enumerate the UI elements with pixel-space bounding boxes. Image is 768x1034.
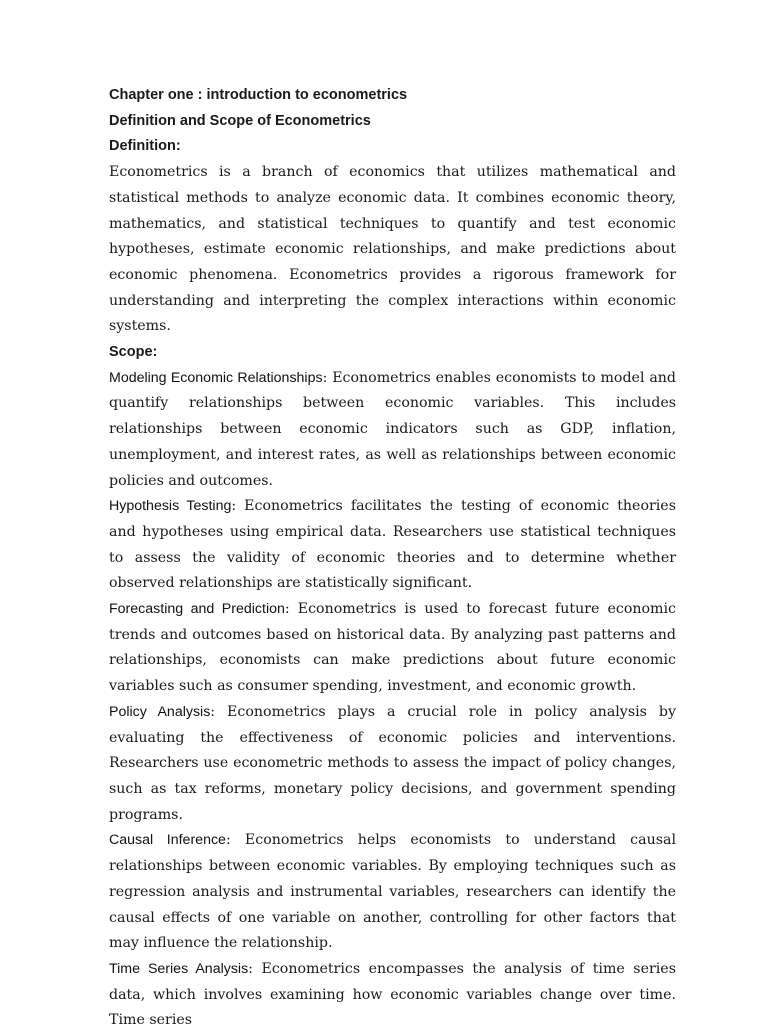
scope-term: Time Series Analysis	[109, 960, 249, 977]
definition-paragraph: Econometrics is a branch of economics that utilizes mathematical and statistical methods to analyze economic data. It combines economic theory, mathematics, and statistical techniques to quantify and test economic hypotheses, estimate economic relationships, and make predictions about economic phenomena. Econometrics provides a rigorous framework for understanding and interpreting the complex interactions within economic systems.	[109, 164, 676, 335]
scope-item-policy	[109, 700, 676, 829]
scope-term: Policy Analysis	[109, 703, 211, 720]
scope-term: Forecasting and Prediction	[109, 601, 285, 618]
scope-text: : Econometrics encompasses the analysis of time series data, which involves examining how economic variables change over time. Time series	[109, 960, 676, 1029]
scope-term: Hypothesis Testing	[109, 498, 232, 515]
scope-text: : Econometrics enables economists to model and quantify relationships between economic variables. This includes relationships between economic indicators such as GDP, inflation, unemployment, and interest rates, as well as relationships between economic policies and outcomes.	[109, 369, 676, 489]
scope-item-causal	[109, 828, 676, 957]
scope-item-hypothesis	[109, 494, 676, 597]
scope-text: : Econometrics is used to forecast future economic trends and outcomes based on historical data. By analyzing past patterns and relationships, economists can make predictions about future economic variables such as consumer spending, investment, and economic growth.	[109, 601, 676, 695]
scope-term: Modeling Economic Relationships	[109, 369, 323, 386]
chapter-title: Chapter one : introduction to econometrics	[109, 87, 408, 103]
scope-text: : Econometrics facilitates the testing of economic theories and hypotheses using empirical data. Researchers use statistical techniques to assess the validity of economic theories and to determine whether observed relationships are statistically significant.	[109, 498, 676, 592]
scope-item-forecasting	[109, 597, 676, 700]
definition-heading: Definition:	[109, 138, 181, 155]
scope-item-time-series	[109, 957, 676, 1034]
section-title: Definition and Scope of Econometrics	[109, 112, 371, 129]
scope-heading: Scope:	[109, 344, 158, 361]
document-page	[109, 83, 676, 1034]
scope-item-modeling	[109, 366, 676, 495]
scope-text: : Econometrics helps economists to understand causal relationships between economic variables. By employing techniques such as regression analysis and instrumental variables, researchers can identify the causal effects of one variable on another, controlling for other factors that may influence the relationship.	[109, 832, 677, 952]
scope-text: : Econometrics plays a crucial role in policy analysis by evaluating the effectiveness of economic policies and interventions. Researchers use econometric methods to assess the impact of policy changes, such as tax reforms, monetary policy decisions, and government spending programs.	[109, 703, 676, 823]
scope-term: Causal Inference	[109, 832, 226, 849]
